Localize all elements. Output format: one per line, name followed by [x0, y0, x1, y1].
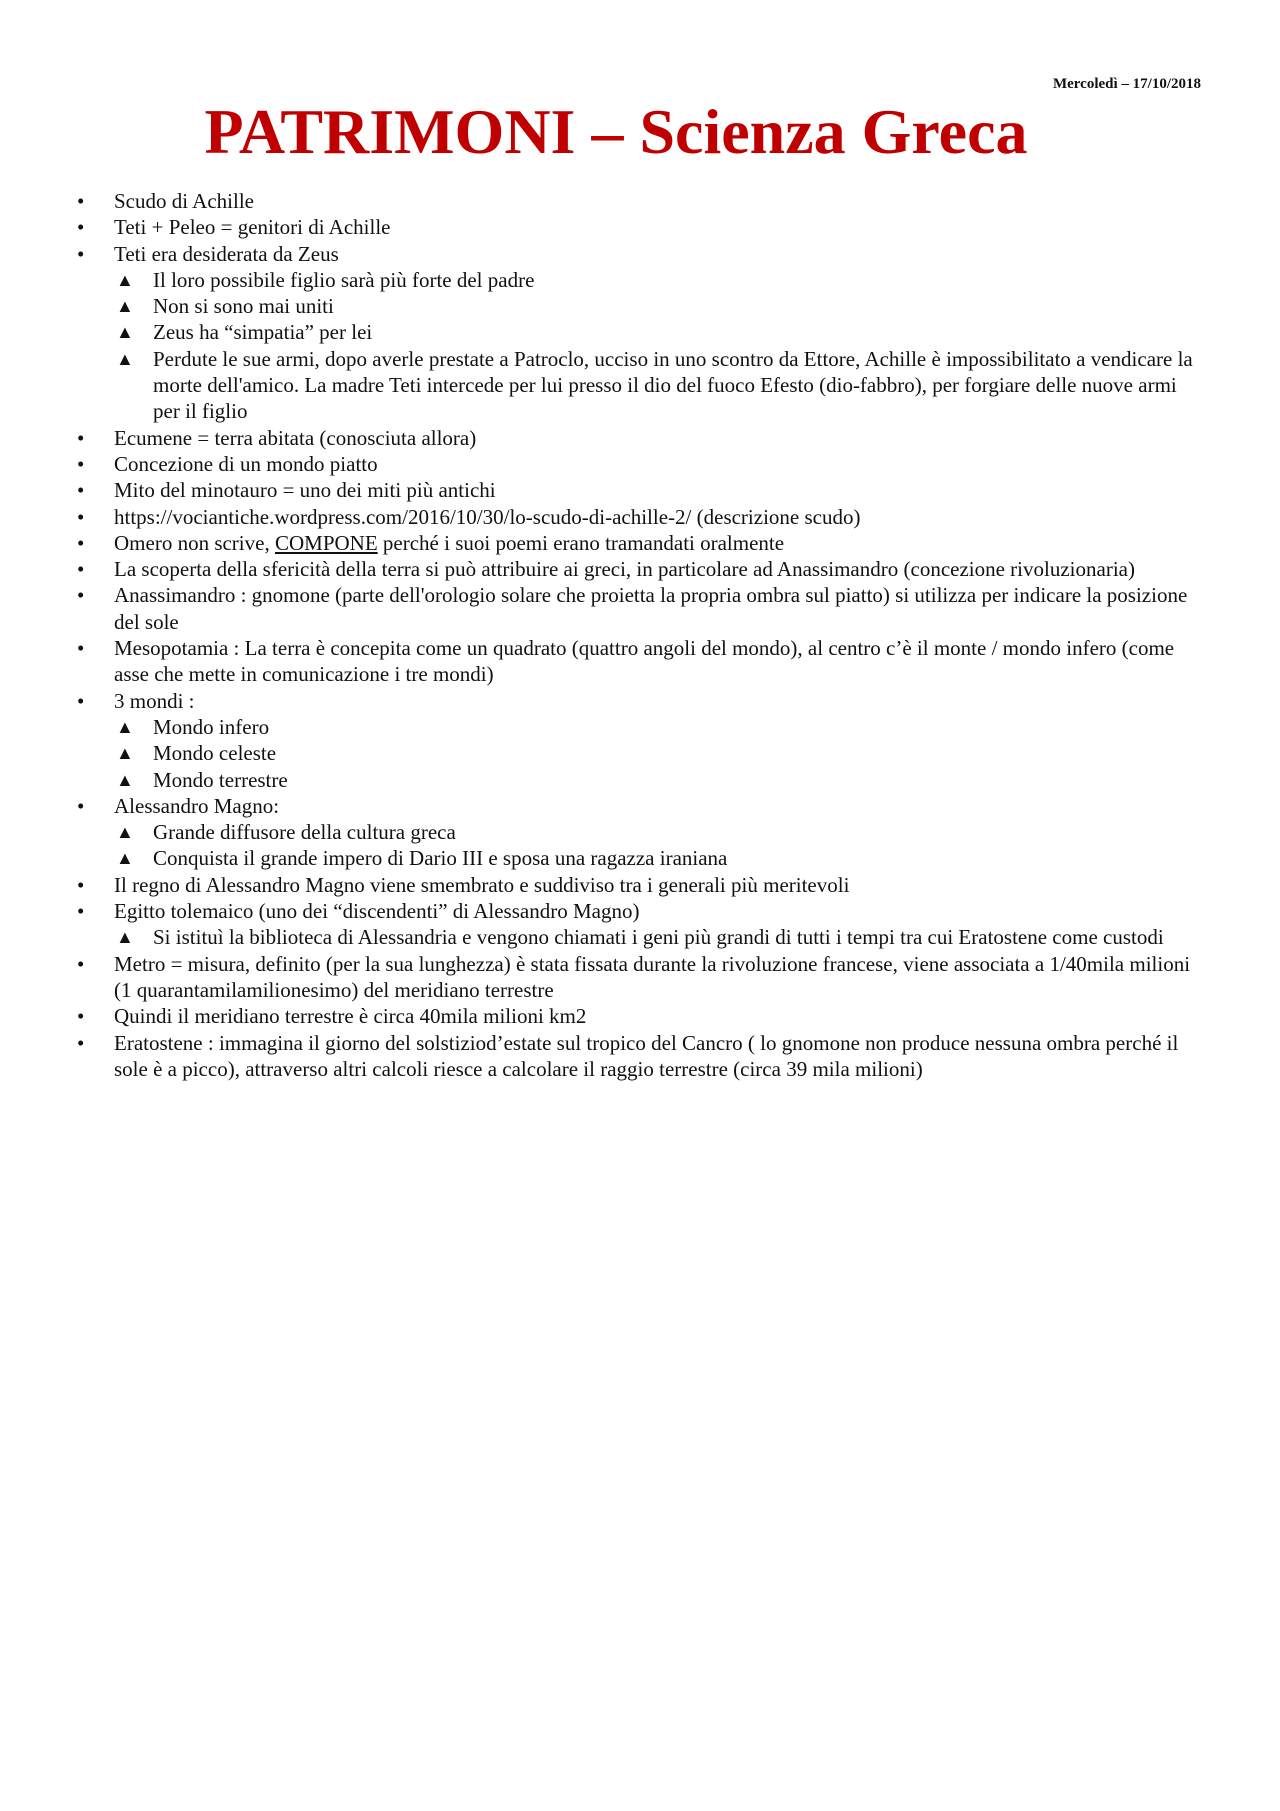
sublist-item — [0, 714, 1280, 740]
bullet-icon: • — [77, 241, 85, 266]
sublist-item — [0, 267, 1280, 293]
list-item — [0, 793, 1280, 819]
list-item — [0, 556, 1280, 582]
sublist-item — [0, 767, 1280, 793]
sublist — [0, 924, 1280, 950]
item-text: Teti era desiderata da Zeus — [114, 241, 339, 266]
list-item — [0, 898, 1280, 924]
bullet-icon: • — [77, 478, 85, 503]
subitem-text: Conquista il grande impero di Dario III e sposa una ragazza iraniana — [153, 846, 728, 871]
underlined-word: COMPONE — [274, 530, 378, 555]
item-text: Teti + Peleo = genitori di Achille — [114, 215, 391, 240]
sublist-item — [0, 293, 1280, 319]
sublist-wrapper — [0, 714, 1280, 793]
triangle-bullet-icon: ▲ — [116, 769, 134, 790]
bullet-icon: • — [77, 899, 85, 924]
bullet-icon: • — [77, 189, 85, 213]
list-item — [0, 1003, 1280, 1029]
list-item — [0, 504, 1280, 530]
list-item — [0, 688, 1280, 714]
item-text: Mito del minotauro = uno dei miti più antichi — [114, 478, 496, 503]
list-item — [0, 635, 1280, 688]
triangle-bullet-icon: ▲ — [116, 743, 134, 764]
subitem-text: Si istituì la biblioteca di Alessandria e vengono chiamati i geni più grandi di tutti i tempi tra cui Eratostene come custodi — [153, 925, 1164, 950]
list-item — [0, 214, 1280, 240]
page-title: PATRIMONI – Scienza Greca — [204, 96, 1028, 167]
list-item — [0, 951, 1280, 1004]
triangle-bullet-icon: ▲ — [116, 822, 134, 843]
subitem-text: Mondo terrestre — [153, 767, 288, 792]
list-item — [0, 241, 1280, 267]
bullet-icon: • — [77, 872, 85, 897]
triangle-bullet-icon: ▲ — [116, 296, 134, 317]
item-text-pre: Omero non scrive, — [114, 530, 275, 555]
notes-list — [0, 188, 1280, 1082]
bullet-icon: • — [77, 530, 85, 555]
triangle-bullet-icon: ▲ — [116, 927, 134, 948]
sublist — [0, 819, 1280, 872]
list-item — [0, 1030, 1280, 1083]
subitem-text: Mondo celeste — [153, 741, 277, 766]
bullet-icon: • — [77, 557, 85, 582]
list-item — [0, 530, 1280, 556]
bullet-icon: • — [77, 583, 85, 608]
sublist-wrapper — [0, 819, 1280, 872]
list-item — [0, 451, 1280, 477]
sublist-item — [0, 346, 1280, 425]
sublist-item — [0, 819, 1280, 845]
item-text: Scudo di Achille — [114, 189, 254, 213]
subitem-text: Perdute le sue armi, dopo averle prestate a Patroclo, ucciso in uno scontro da Ettore, Achille è impossibilitato a vendicare la morte dell'amico. La madre Teti intercede per lui presso il dio del fuoco Efesto (dio-fabbro), per forgiare delle nuove armi per il figlio — [153, 346, 1193, 424]
item-text: 3 mondi : — [114, 688, 195, 713]
sublist-item — [0, 740, 1280, 766]
item-text: Metro = misura, definito (per la sua lunghezza) è stata fissata durante la rivoluzione francese, viene associata a 1/40mila milioni (1 quarantamilamilionesimo) del meridiano terrestre — [114, 951, 1191, 1002]
item-text: Anassimandro : gnomone (parte dell'orologio solare che proietta la propria ombra sul piatto) si utilizza per indicare la posizione del sole — [114, 583, 1188, 634]
subitem-text: Grande diffusore della cultura greca — [153, 820, 456, 845]
list-item — [0, 582, 1280, 635]
bullet-icon: • — [77, 793, 85, 818]
item-text: Quindi il meridiano terrestre è circa 40mila milioni km2 — [114, 1004, 587, 1029]
triangle-bullet-icon: ▲ — [116, 348, 134, 369]
bullet-icon: • — [77, 636, 85, 661]
item-text: Mesopotamia : La terra è concepita come un quadrato (quattro angoli del mondo), al centro c’è il monte / mondo infero (come asse che mette in comunicazione i tre mondi) — [114, 636, 1175, 687]
link-text: https://vociantiche.wordpress.com/2016/10/30/lo-scudo-di-achille-2/ (descrizione scudo) — [114, 504, 861, 529]
item-text: Alessandro Magno: — [114, 793, 280, 818]
item-text: Concezione di un mondo piatto — [114, 451, 378, 476]
triangle-bullet-icon: ▲ — [116, 322, 134, 343]
sublist-wrapper — [0, 924, 1280, 950]
sublist-wrapper — [0, 267, 1280, 425]
bullet-icon: • — [77, 1030, 85, 1055]
sublist — [0, 267, 1280, 425]
sublist — [0, 714, 1280, 793]
date-label: Mercoledì – 17/10/2018 — [1052, 76, 1201, 92]
triangle-bullet-icon: ▲ — [116, 848, 134, 869]
item-text: Eratostene : immagina il giorno del solstiziod’estate sul tropico del Cancro ( lo gnomone non produce nessuna ombra perché il sole è a picco), attraverso altri calcoli riesce a calcolare il raggio terrestre (circa 39 mila milioni) — [114, 1030, 1179, 1081]
bullet-icon: • — [77, 215, 85, 240]
subitem-text: Mondo infero — [153, 714, 270, 739]
bullet-icon: • — [77, 951, 85, 976]
triangle-bullet-icon: ▲ — [116, 269, 134, 290]
subitem-text: Il loro possibile figlio sarà più forte del padre — [153, 267, 535, 292]
list-item — [0, 188, 1280, 214]
sublist-item — [0, 845, 1280, 871]
triangle-bullet-icon: ▲ — [116, 716, 134, 737]
list-item — [0, 477, 1280, 503]
item-text-post: perché i suoi poemi erano tramandati oralmente — [377, 530, 785, 555]
bullet-icon: • — [77, 504, 85, 529]
sublist-item — [0, 924, 1280, 950]
item-text: Ecumene = terra abitata (conosciuta allora) — [114, 425, 477, 450]
list-item — [0, 872, 1280, 898]
item-text: La scoperta della sfericità della terra si può attribuire ai greci, in particolare ad Anassimandro (concezione rivoluzionaria) — [114, 557, 1135, 582]
bullet-icon: • — [77, 1004, 85, 1029]
bullet-icon: • — [77, 451, 85, 476]
sublist-item — [0, 319, 1280, 345]
subitem-text: Non si sono mai uniti — [153, 294, 334, 319]
list-item — [0, 425, 1280, 451]
item-text: Egitto tolemaico (uno dei “discendenti” di Alessandro Magno) — [114, 899, 640, 924]
item-text: Il regno di Alessandro Magno viene smembrato e suddiviso tra i generali più meritevoli — [114, 872, 850, 897]
bullet-icon: • — [77, 425, 85, 450]
bullet-icon: • — [77, 688, 85, 713]
subitem-text: Zeus ha “simpatia” per lei — [153, 320, 373, 345]
